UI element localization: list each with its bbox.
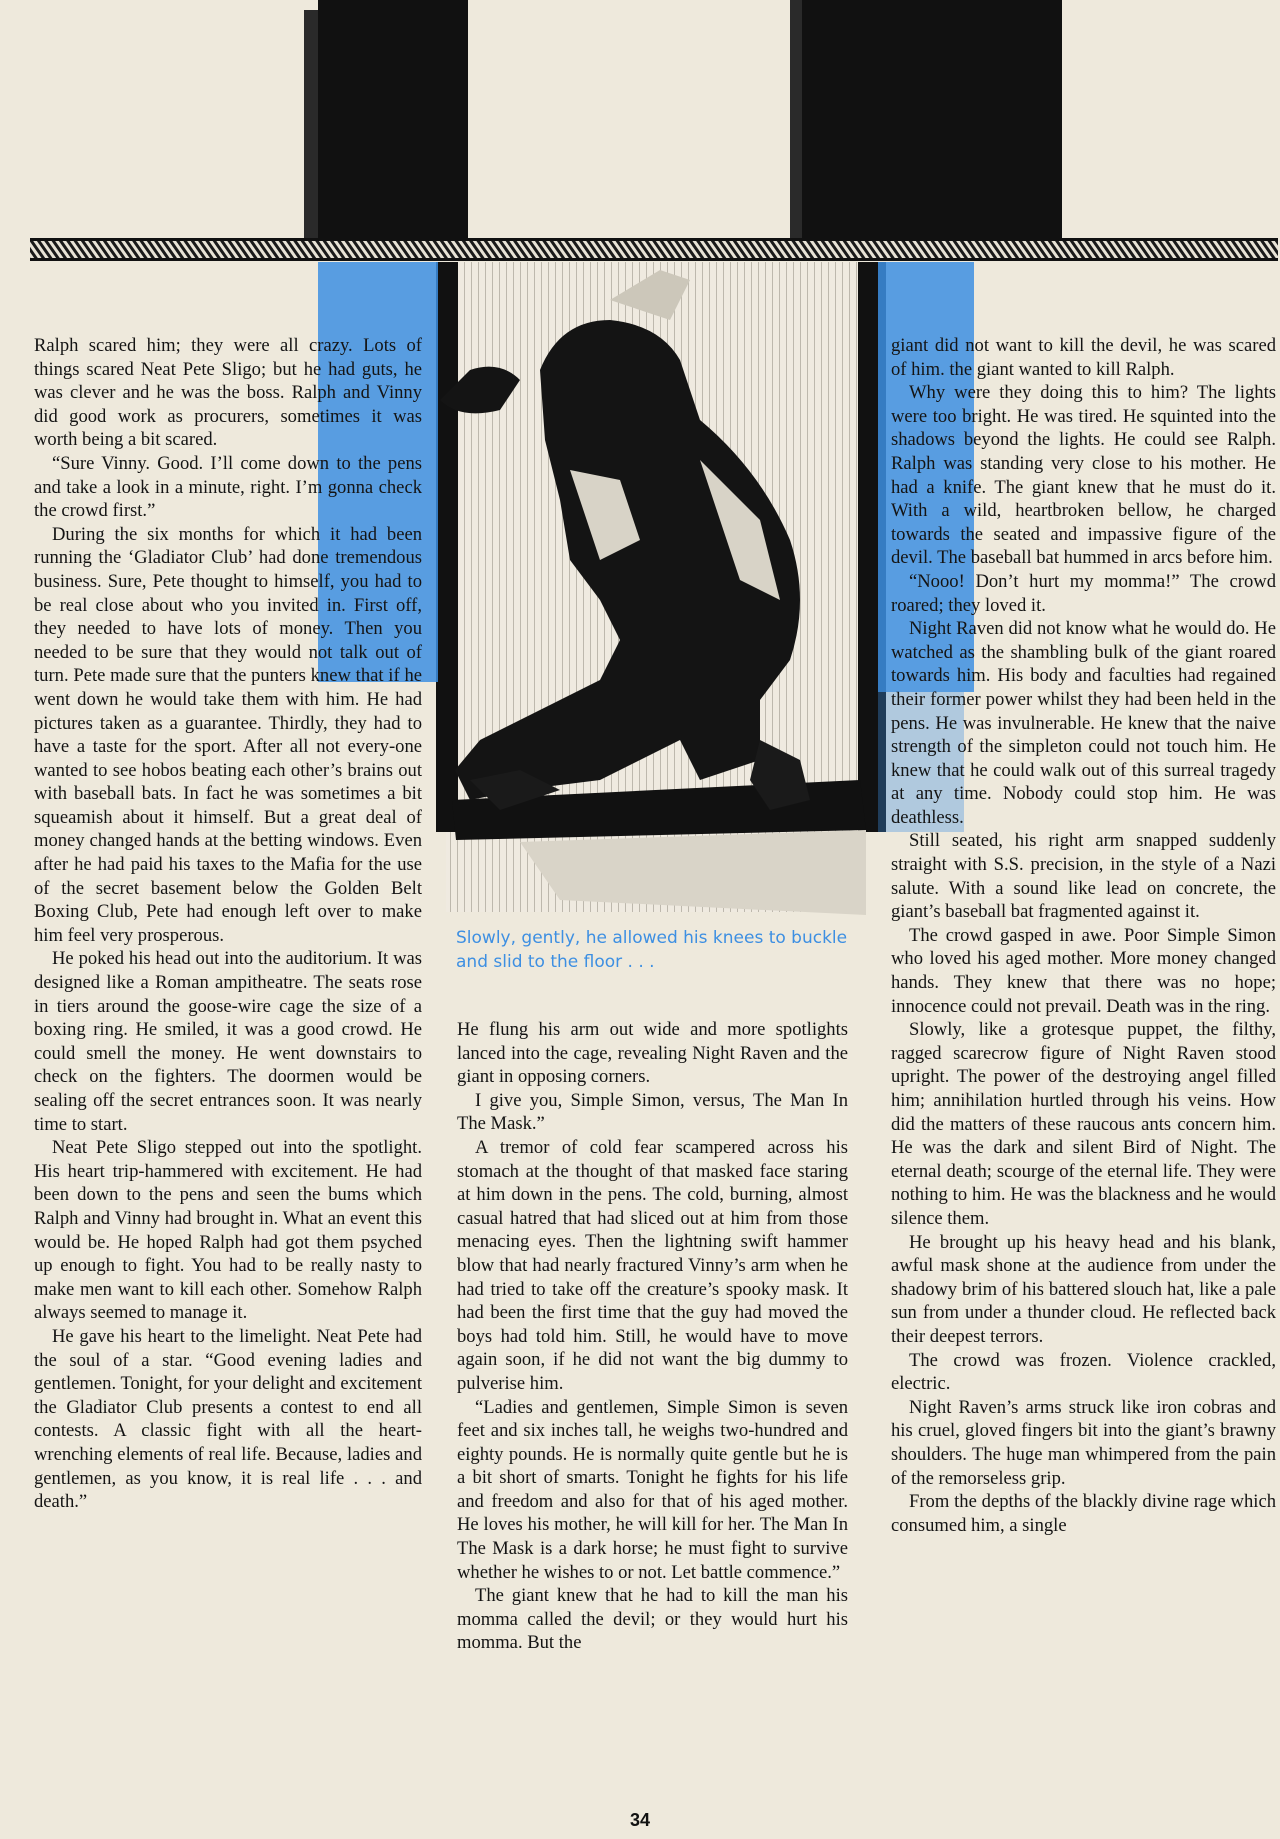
paragraph: Night Raven did not know what he would do. He watched as the shambling bulk of the giant roared towards him. His body and faculties had regained their former power whilst they had been held in the pens. He was invulnerable. He knew that the naive strength of the simpleton could not touch him. He knew that he could walk out of this surreal tragedy at any time. Nobody could stop him. He was deathless.: [891, 618, 1276, 828]
paragraph: The crowd was frozen. Violence crackled, electric.: [891, 1349, 1276, 1395]
paragraph: Still seated, his right arm snapped suddenly straight with S.S. precision, in the style of a Nazi salute. With a sound like lead on concrete, the giant’s baseball bat fragmented against it.: [891, 830, 1276, 923]
paragraph: Why were they doing this to him? The lights were too bright. He was tired. He squinted into the shadows beyond the lights. He could see Ralph. Ralph was standing very close to his mother. He had a knife. The giant knew that he must do it. With a wild, heartbroken bellow, he charged towards the seated and impassive figure of the devil. The baseball bat hummed in arcs before him.: [891, 382, 1276, 569]
hatched-beam: [30, 240, 1278, 259]
left-pillar-shadow: [318, 0, 468, 242]
paragraph: “Nooo! Don’t hurt my momma!” The crowd roared; they loved it.: [891, 570, 1276, 616]
paragraph: During the six months for which it had been running the ‘Gladiator Club’ had done tremendous business. Sure, Pete thought to himself, you had to be real close about who you invited in. First off, they needed to have lots of money. Then you needed to be sure that they would not talk out of turn. Pete made sure that the punters knew that if he went down he would take them with him. He had pictures taken as a guarantee. Thirdly, they had to have a taste for the sport. After all not every-one wanted to see hobos beating each other’s brains out with baseball bats. In fact he was sometimes a bit squeamish about it himself. But a great deal of money changed hands at the betting windows. Even after he had paid his taxes to the Mafia for the use of the secret basement below the Golden Belt Boxing Club, Pete had enough left over to make him feel very prosperous.: [34, 523, 422, 946]
paragraph: giant did not want to kill the devil, he was scared of him. the giant wanted to kill Ralph.: [891, 335, 1276, 380]
paragraph: “Sure Vinny. Good. I’ll come down to the pens and take a look in a minute, right. I’m gonna check the crowd first.”: [34, 452, 422, 522]
paragraph: The giant knew that he had to kill the man his momma called the devil; or they would hurt his momma. But the: [457, 1585, 848, 1654]
paragraph: He poked his head out into the auditorium. It was designed like a Roman ampitheatre. The seats rose in tiers around the goose-wire cage the size of a boxing ring. He smiled, it was a good crowd. He could smell the money. He went downstairs to check on the fighters. The doormen would be sealing off the secret entrances soon. It was nearly time to start.: [34, 948, 422, 1135]
paragraph: Ralph scared him; they were all crazy. Lots of things scared Neat Pete Sligo; but he had guts, he was clever and he was the boss. Ralph and Vinny did good work as procurers, sometimes it was worth being a bit scared.: [34, 335, 422, 451]
paragraph: The crowd gasped in awe. Poor Simple Simon who loved his aged mother. More money changed hands. They knew that there was no hope; innocence could not prevail. Death was in the ring.: [891, 924, 1276, 1017]
paragraph: From the depths of the blackly divine rage which consumed him, a single: [891, 1491, 1276, 1536]
paragraph: “Ladies and gentlemen, Simple Simon is seven feet and six inches tall, he weighs two-hundred and eighty pounds. He is normally quite gentle but he is a bit short of smarts. Tonight he fights for his life and freedom and also for that of his aged mother. He loves his mother, he will kill for her. The Man In The Mask is a dark horse; he must fight to survive whether he wishes to or not. Let battle commence.”: [457, 1396, 848, 1583]
paragraph: A tremor of cold fear scampered across his stomach at the thought of that masked face staring at him down in the pens. The cold, burning, almost casual hatred that had sliced out at him from those menacing eyes. Then the lightning swift hammer blow that had nearly fractured Vinny’s arm when he had tried to take off the creature’s spooky mask. It had been the first time that the guy had moved the boys had told him. Still, he would have to move again soon, if he did not want the big dummy to pulverise him.: [457, 1136, 848, 1394]
page-number: 34: [629, 1810, 651, 1830]
middle-text-column: [457, 1018, 848, 1655]
right-text-column: [891, 334, 1276, 1537]
paragraph: Slowly, like a grotesque puppet, the filthy, ragged scarecrow figure of Night Raven stood upright. The power of the destroying angel filled him; annihilation hurtled through his veins. How did the matters of these raucous ants concern him. He was the dark and silent Bird of Night. The eternal death; scourge of the eternal life. They were nothing to him. He was the blackness and he would silence them.: [891, 1019, 1276, 1229]
paragraph: He gave his heart to the limelight. Neat Pete had the soul of a star. “Good evening ladies and gentlemen. Tonight, for your delight and excitement the Gladiator Club presents a contest to end all contests. A classic fight with all the heart-wrenching elements of real life. Because, ladies and gentlemen, as you know, it is real life . . . and death.”: [34, 1325, 422, 1513]
paragraph: Night Raven’s arms struck like iron cobras and his cruel, gloved fingers bit into the giant’s brawny shoulders. The huge man whimpered from the pain of the remorseless grip.: [891, 1396, 1276, 1489]
right-pillar-shadow: [800, 0, 1062, 242]
left-text-column: [34, 334, 422, 1514]
paragraph: He flung his arm out wide and more spotlights lanced into the cage, revealing Night Raven and the giant in opposing corners.: [457, 1019, 848, 1088]
paragraph: I give you, Simple Simon, versus, The Man In The Mask.”: [457, 1089, 848, 1135]
paragraph: Neat Pete Sligo stepped out into the spotlight. His heart trip-hammered with excitement. He had been down to the pens and seen the bums which Ralph and Vinny had brought in. What an event this would be. He hoped Ralph had got them psyched up enough to fight. You had to be really nasty to make men want to kill each other. Somehow Ralph always seemed to manage it.: [34, 1137, 422, 1324]
paragraph: He brought up his heavy head and his blank, awful mask shone at the audience from under the shadowy brim of his battered slouch hat, like a pale sun from under a thunder cloud. He reflected back their deepest terrors.: [891, 1231, 1276, 1347]
illustration-caption: Slowly, gently, he allowed his knees to buckle and slid to the floor . . .: [456, 928, 848, 972]
